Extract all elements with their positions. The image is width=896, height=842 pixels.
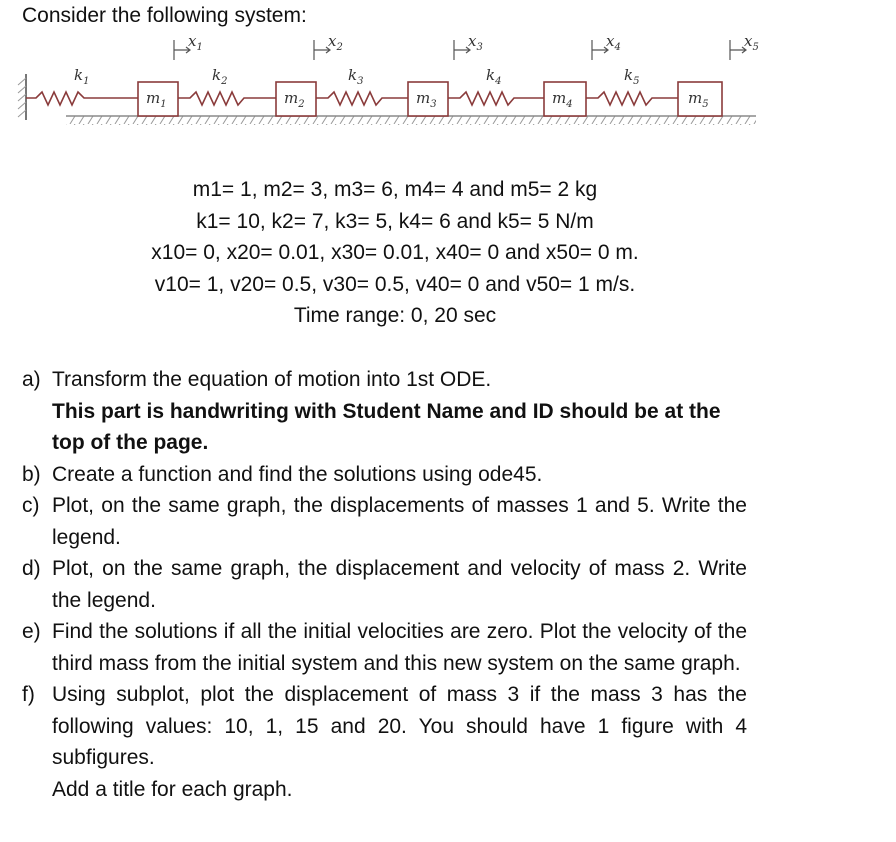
question-b: [22, 459, 747, 491]
svg-text:x4: [606, 32, 621, 53]
mass-3-label: m: [416, 89, 431, 107]
question-d: [22, 553, 747, 616]
svg-text:x5: [744, 32, 759, 53]
svg-text:x2: [328, 32, 343, 53]
question-a-text: Transform the equation of motion into 1st ODE.: [52, 368, 492, 391]
spring-2-sub: 2: [221, 76, 228, 87]
question-e: [22, 616, 747, 679]
initial-positions-line: x10= 0, x20= 0.01, x30= 0.01, x40= 0 and x50= 0 m.: [151, 241, 639, 264]
question-e-label: e): [22, 620, 41, 643]
parameter-block: [0, 174, 790, 332]
mass-5: [678, 82, 722, 116]
mass-4: [544, 82, 586, 116]
mass-1: [138, 82, 178, 116]
question-d-text: Plot, on the same graph, the displacement and velocity of mass 2. Write the legend.: [52, 557, 747, 612]
mass-2-sub: 2: [298, 99, 305, 110]
x5-sub: 5: [752, 42, 759, 53]
x1-label: x: [188, 32, 197, 50]
masses-line: m1= 1, m2= 3, m3= 6, m4= 4 and m5= 2 kg: [192, 178, 598, 201]
svg-text:k3: [348, 66, 363, 87]
mass-5-sub: 5: [702, 99, 709, 110]
question-a-note: This part is handwriting with Student Name and ID should be at the top of the page.: [52, 399, 721, 454]
x1-sub: 1: [196, 42, 203, 53]
question-b-text: Create a function and find the solutions using ode45.: [52, 462, 543, 486]
mass-1-sub: 1: [160, 99, 167, 110]
time-range-line: Time range: 0, 20 sec: [293, 304, 497, 327]
spring-3-sub: 3: [357, 76, 364, 87]
springs-line: k1= 10, k2= 7, k3= 5, k4= 6 and k5= 5 N/m: [196, 209, 594, 233]
spring-4-sub: 4: [495, 76, 502, 87]
mass-4-sub: 4: [566, 99, 573, 110]
mass-2: [276, 82, 316, 116]
question-d-label: d): [22, 557, 41, 580]
svg-text:x3: [468, 32, 483, 53]
spring-2-label: k: [212, 66, 222, 84]
x3-label: x: [468, 32, 477, 50]
svg-text:x1: [188, 32, 203, 53]
x3-sub: 3: [476, 42, 483, 53]
question-b-label: b): [22, 462, 41, 486]
question-e-text: Find the solutions if all the initial velocities are zero. Plot the velocity of the third mass from the initial system and this new system on the same graph.: [52, 620, 747, 675]
spring-1-label: k: [74, 66, 84, 84]
x2-label: x: [328, 32, 337, 50]
svg-text:k4: [486, 66, 501, 87]
mass-3: [408, 82, 448, 116]
question-a: [22, 364, 747, 396]
spring-4: [448, 92, 544, 105]
question-f-note: Add a title for each graph.: [52, 777, 293, 801]
spring-3: [316, 92, 408, 105]
question-f-text: Using subplot, plot the displacement of mass 3 if the mass 3 has the following values: 10, 1, 15 and 20. You should have 1 figure with 4 subfigures.: [52, 683, 747, 769]
question-f: [22, 679, 747, 774]
spring-5-label: k: [624, 66, 634, 84]
x4-sub: 4: [614, 42, 621, 53]
wall: [18, 74, 26, 120]
mass-3-sub: 3: [430, 99, 437, 110]
x4-label: x: [606, 32, 615, 50]
spring-1-sub: 1: [83, 76, 90, 87]
svg-text:k1: [74, 66, 89, 87]
question-c-text: Plot, on the same graph, the displacements of masses 1 and 5. Write the legend.: [52, 494, 747, 549]
spring-4-label: k: [486, 66, 496, 84]
ground: [66, 116, 756, 125]
mass-spring-diagram: [14, 28, 774, 138]
mass-5-label: m: [688, 89, 703, 107]
spring-2: [178, 92, 276, 105]
intro-text: Consider the following system:: [22, 4, 307, 27]
spring-5-sub: 5: [633, 76, 640, 87]
mass-2-label: m: [284, 89, 299, 107]
spring-3-label: k: [348, 66, 358, 84]
question-f-label: f): [22, 683, 35, 706]
question-c-label: c): [22, 494, 40, 517]
x5-label: x: [744, 32, 753, 50]
question-list: [22, 364, 747, 805]
spring-1: [26, 92, 138, 105]
svg-text:k5: [624, 66, 639, 87]
x2-sub: 2: [336, 42, 343, 53]
mass-4-label: m: [552, 89, 567, 107]
mass-1-label: m: [146, 89, 161, 107]
question-c: [22, 490, 747, 553]
initial-velocities-line: v10= 1, v20= 0.5, v30= 0.5, v40= 0 and v50= 1 m/s.: [154, 272, 636, 296]
spring-5: [586, 92, 678, 105]
svg-text:k2: [212, 66, 227, 87]
question-a-label: a): [22, 368, 41, 391]
